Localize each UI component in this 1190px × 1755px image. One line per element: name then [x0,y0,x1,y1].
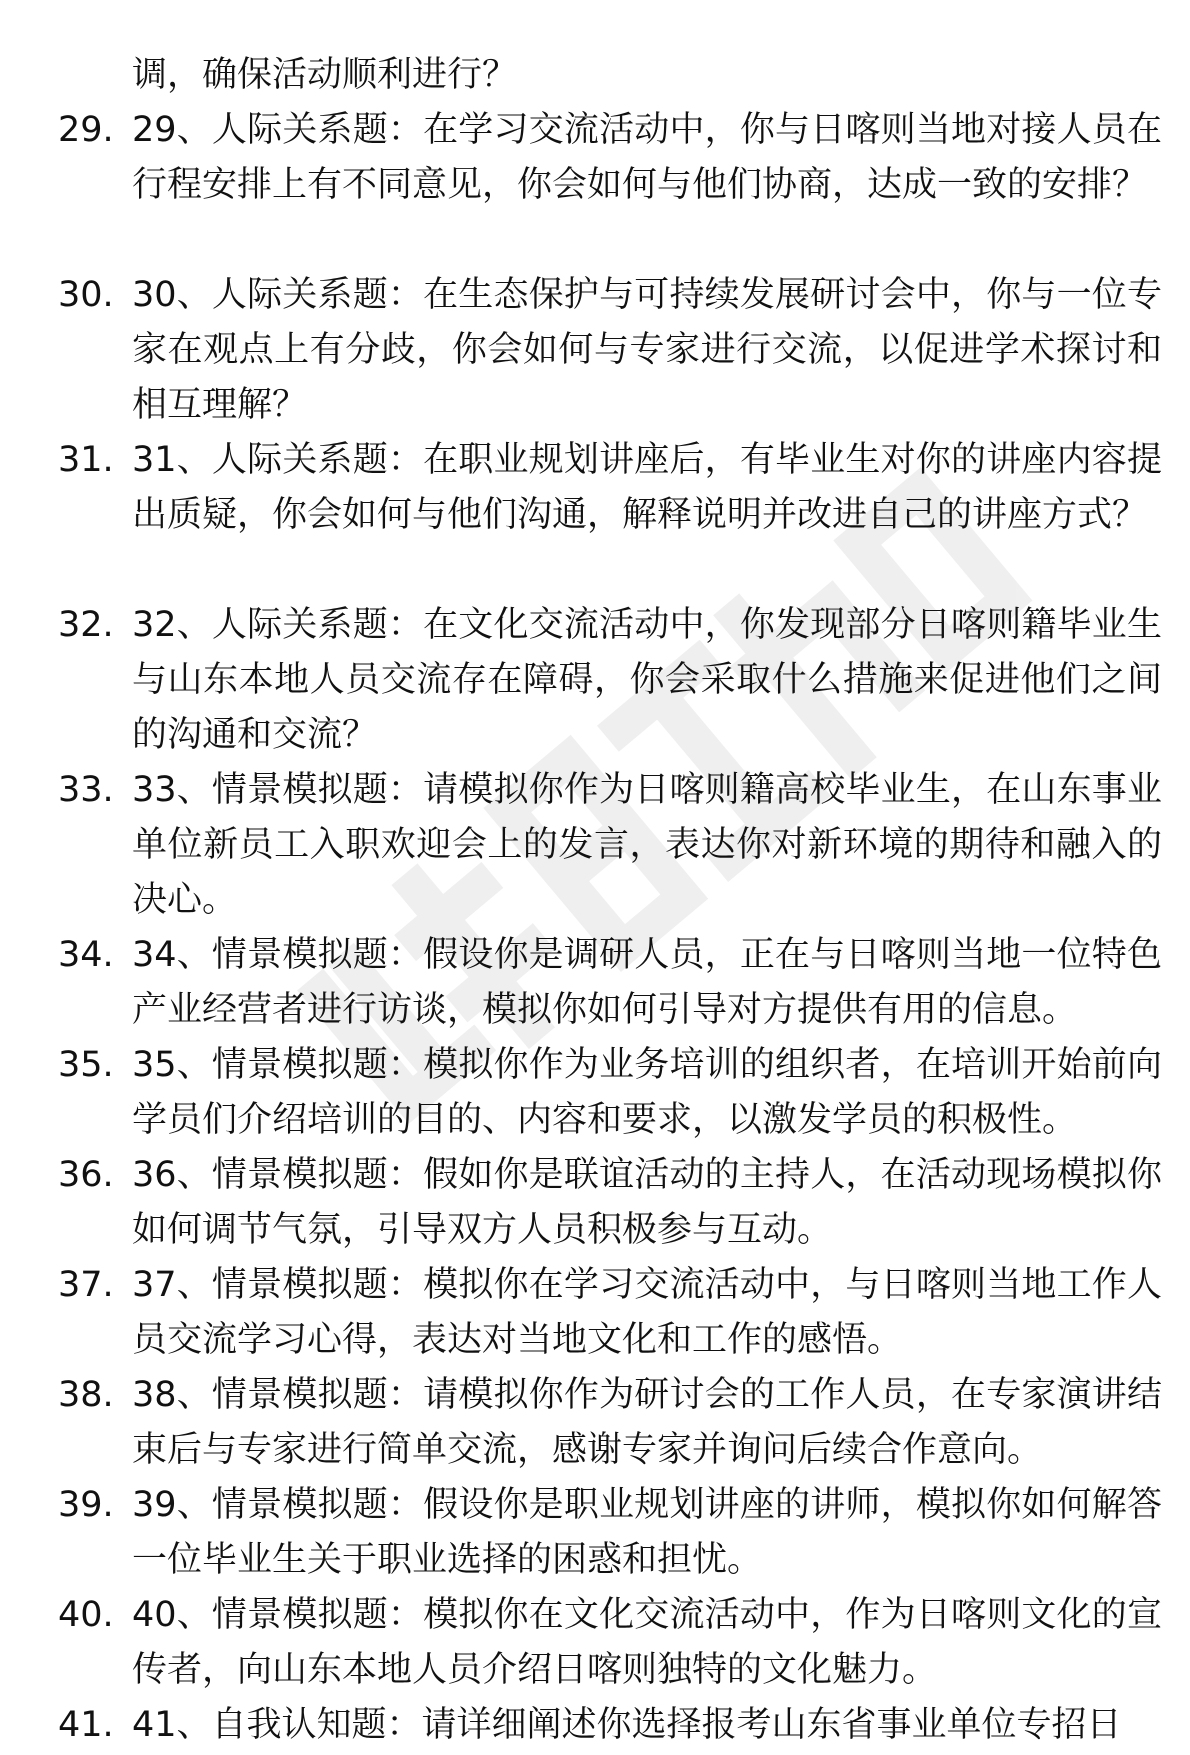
item-text: 31、人际关系题：在职业规划讲座后，有毕业生对你的讲座内容提出质疑，你会如何与他们沟通，解释说明并改进自己的讲座方式？ [132,440,1162,535]
item-number: 37. [58,1265,114,1305]
item-text: 30、人际关系题：在生态保护与可持续发展研讨会中，你与一位专家在观点上有分歧，你会如何与专家进行交流，以促进学术探讨和相互理解？ [132,275,1162,425]
item-number: 39. [58,1485,114,1525]
item-number: 32. [58,605,114,645]
item-text: 32、人际关系题：在文化交流活动中，你发现部分日喀则籍毕业生与山东本地人员交流存在障碍，你会采取什么措施来促进他们之间的沟通和交流？ [132,605,1162,755]
list-item [0,1698,1190,1753]
item-number: 38. [58,1375,114,1415]
item-text: 35、情景模拟题：模拟你作为业务培训的组织者，在培训开始前向学员们介绍培训的目的、内容和要求，以激发学员的积极性。 [132,1045,1162,1140]
item-text: 38、情景模拟题：请模拟你作为研讨会的工作人员，在专家演讲结束后与专家进行简单交流，感谢专家并询问后续合作意向。 [132,1375,1162,1470]
item-text: 34、情景模拟题：假设你是调研人员，正在与日喀则当地一位特色产业经营者进行访谈，模拟你如何引导对方提供有用的信息。 [132,935,1162,1030]
item-number: 41. [58,1705,114,1745]
item-number: 34. [58,935,114,975]
item-number: 31. [58,440,114,480]
item-text: 33、情景模拟题：请模拟你作为日喀则籍高校毕业生，在山东事业单位新员工入职欢迎会上的发言，表达你对新环境的期待和融入的决心。 [132,770,1162,920]
continuation-text: 调，确保活动顺利进行？ [132,55,518,95]
item-number: 35. [58,1045,114,1085]
item-number: 33. [58,770,114,810]
item-text: 36、情景模拟题：假如你是联谊活动的主持人，在活动现场模拟你如何调节气氛，引导双方人员积极参与互动。 [132,1155,1162,1250]
item-text: 37、情景模拟题：模拟你在学习交流活动中，与日喀则当地工作人员交流学习心得，表达对当地文化和工作的感悟。 [132,1265,1162,1360]
item-number: 29. [58,110,114,150]
item-text: 29、人际关系题：在学习交流活动中，你与日喀则当地对接人员在行程安排上有不同意见，你会如何与他们协商，达成一致的安排？ [132,110,1162,205]
item-text: 39、情景模拟题：假设你是职业规划讲座的讲师，模拟你如何解答一位毕业生关于职业选择的困惑和担忧。 [132,1485,1162,1580]
item-number: 30. [58,275,114,315]
item-number: 36. [58,1155,114,1195]
item-text: 40、情景模拟题：模拟你在文化交流活动中，作为日喀则文化的宣传者，向山东本地人员介绍日喀则独特的文化魅力。 [132,1595,1162,1690]
item-number: 40. [58,1595,114,1635]
item-text: 41、自我认知题：请详细阐述你选择报考山东省事业单位专招日 [132,1705,1122,1745]
